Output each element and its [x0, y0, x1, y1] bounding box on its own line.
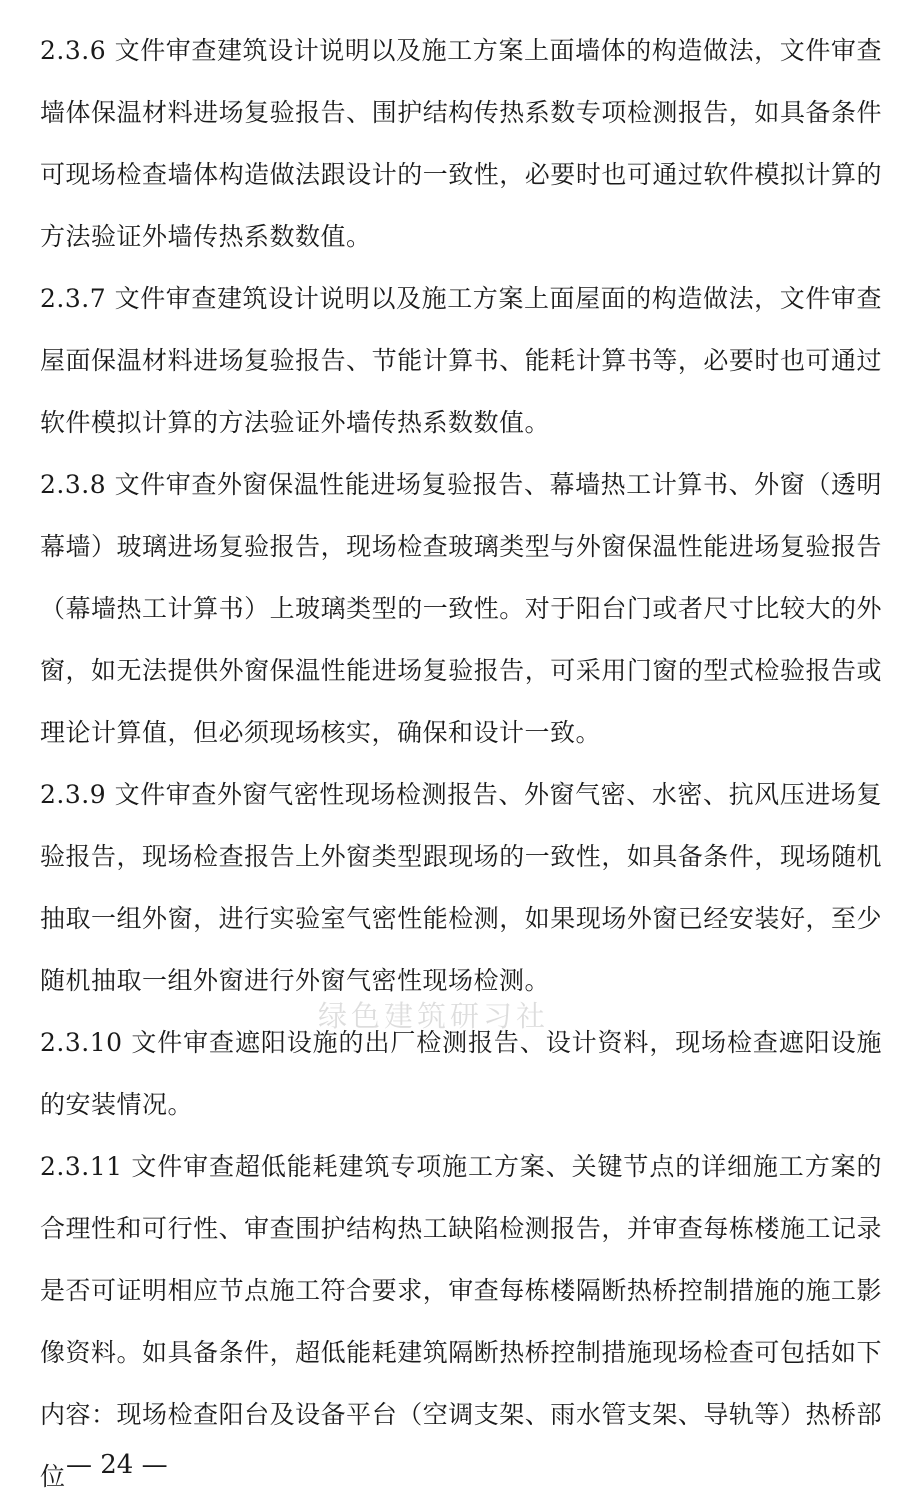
- page-number: — 24 —: [66, 1450, 168, 1480]
- paragraph-2-3-9: 2.3.9 文件审查外窗气密性现场检测报告、外窗气密、水密、抗风压进场复验报告，现场检查报告上外窗类型跟现场的一致性，如具备条件，现场随机抽取一组外窗，进行实验室气密性能检测，如果现场外窗已经安装好，至少随机抽取一组外窗进行外窗气密性现场检测。: [40, 780, 882, 995]
- paragraph-2-3-8: 2.3.8 文件审查外窗保温性能进场复验报告、幕墙热工计算书、外窗（透明幕墙）玻璃进场复验报告，现场检查玻璃类型与外窗保温性能进场复验报告（幕墙热工计算书）上玻璃类型的一致性。对于阳台门或者尺寸比较大的外窗，如无法提供外窗保温性能进场复验报告，可采用门窗的型式检验报告或理论计算值，但必须现场核实，确保和设计一致。: [40, 470, 882, 747]
- watermark: 绿色建筑研习社: [318, 999, 550, 1033]
- paragraph-2-3-7: 2.3.7 文件审查建筑设计说明以及施工方案上面屋面的构造做法，文件审查屋面保温材料进场复验报告、节能计算书、能耗计算书等，必要时也可通过软件模拟计算的方法验证外墙传热系数数值。: [40, 284, 882, 437]
- body-text: [40, 20, 882, 1508]
- paragraph-2-3-10: 2.3.10 文件审查遮阳设施的出厂检测报告、设计资料，现场检查遮阳设施的安装情况。: [40, 1028, 882, 1119]
- paragraph-2-3-6: 2.3.6 文件审查建筑设计说明以及施工方案上面墙体的构造做法，文件审查墙体保温材料进场复验报告、围护结构传热系数专项检测报告，如具备条件可现场检查墙体构造做法跟设计的一致性，必要时也可通过软件模拟计算的方法验证外墙传热系数数值。: [40, 36, 882, 251]
- paragraph-2-3-11: 2.3.11 文件审查超低能耗建筑专项施工方案、关键节点的详细施工方案的合理性和可行性、审查围护结构热工缺陷检测报告，并审查每栋楼施工记录是否可证明相应节点施工符合要求，审查每栋楼隔断热桥控制措施的施工影像资料。如具备条件，超低能耗建筑隔断热桥控制措施现场检查可包括如下内容：现场检查阳台及设备平台（空调支架、雨水管支架、导轨等）热桥部位: [40, 1152, 882, 1491]
